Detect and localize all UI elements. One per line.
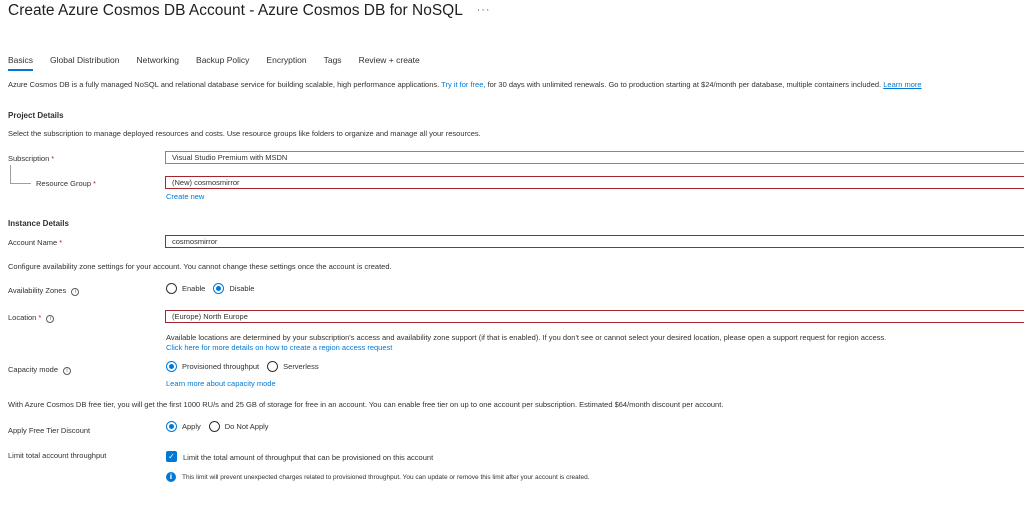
location-label xyxy=(8,313,54,323)
free-tier-description: With Azure Cosmos DB free tier, you will get the first 1000 RU/s and 25 GB of storage for free in an account. You can enable free tier on up to one account per subscription. Estimated $64/month discount per account. xyxy=(8,400,724,409)
info-icon: i xyxy=(166,472,176,482)
radio-button-selected[interactable] xyxy=(213,283,224,294)
radio-button-selected[interactable] xyxy=(166,421,177,432)
required-marker: * xyxy=(59,238,63,247)
required-marker: * xyxy=(51,154,55,163)
location-label-text: Location xyxy=(8,313,37,322)
radio-button-selected[interactable] xyxy=(166,361,177,372)
az-disable-label: Disable xyxy=(229,284,255,293)
serverless-label: Serverless xyxy=(283,362,319,371)
account-name-label xyxy=(8,238,62,247)
required-marker: * xyxy=(38,313,42,322)
tab-encryption[interactable]: Encryption xyxy=(266,55,307,65)
page-title xyxy=(8,2,491,20)
tab-global-distribution[interactable]: Global Distribution xyxy=(50,55,120,65)
serverless-option[interactable] xyxy=(267,361,318,372)
subscription-dropdown[interactable]: Visual Studio Premium with MSDN xyxy=(165,151,1024,164)
intro-text xyxy=(8,80,922,89)
ellipsis-icon[interactable]: ··· xyxy=(476,4,491,16)
intro-text-2: for 30 days with unlimited renewals. Go to production starting at $24/month per database, multiple containers included. xyxy=(487,80,882,89)
tab-basics[interactable]: Basics xyxy=(8,55,33,71)
az-description: Configure availability zone settings for your account. You cannot change these settings once the account is created. xyxy=(8,262,392,271)
location-note: Available locations are determined by your subscription's access and availability zone support (if that is enabled). If you don't see or cannot select your desired location, please open a support request for region access. xyxy=(166,333,887,342)
tab-backup-policy[interactable]: Backup Policy xyxy=(196,55,250,65)
project-details-heading: Project Details xyxy=(8,111,64,120)
required-marker: * xyxy=(93,179,96,188)
availability-zones-label-text: Availability Zones xyxy=(8,286,67,295)
tab-tags[interactable]: Tags xyxy=(323,55,342,65)
capacity-mode-label-text: Capacity mode xyxy=(8,365,59,374)
availability-zones-radio-group xyxy=(166,283,262,294)
info-icon[interactable]: i xyxy=(71,288,79,296)
region-access-link[interactable]: Click here for more details on how to create a region access request xyxy=(166,343,393,352)
radio-button[interactable] xyxy=(166,283,177,294)
az-disable-option[interactable] xyxy=(213,283,254,294)
limit-throughput-checkbox[interactable]: ✓ xyxy=(166,451,177,462)
tab-review-create[interactable]: Review + create xyxy=(358,55,420,65)
apply-option[interactable] xyxy=(166,421,201,432)
capacity-mode-link[interactable]: Learn more about capacity mode xyxy=(166,379,276,388)
throughput-info-text: This limit will prevent unexpected charges related to provisioned throughput. You can update or remove this limit after your account is created. xyxy=(182,474,590,481)
availability-zones-label xyxy=(8,286,79,296)
account-name-label-text: Account Name xyxy=(8,238,58,247)
free-tier-radio-group xyxy=(166,421,277,432)
az-enable-option[interactable] xyxy=(166,283,205,294)
learn-more-link[interactable]: Learn more xyxy=(883,80,922,89)
capacity-mode-label xyxy=(8,365,71,375)
info-icon[interactable]: i xyxy=(63,367,71,375)
apply-label: Apply xyxy=(182,422,201,431)
resource-group-label xyxy=(36,179,96,188)
free-tier-label: Apply Free Tier Discount xyxy=(8,426,91,435)
info-icon[interactable]: i xyxy=(46,315,54,323)
subscription-label-text: Subscription xyxy=(8,154,50,163)
provisioned-throughput-label: Provisioned throughput xyxy=(182,362,260,371)
tab-networking[interactable]: Networking xyxy=(136,55,180,65)
subscription-label xyxy=(8,154,54,163)
throughput-limit-label: Limit total account throughput xyxy=(8,451,107,460)
create-new-link[interactable]: Create new xyxy=(166,192,205,201)
do-not-apply-label: Do Not Apply xyxy=(224,422,269,431)
resource-group-label-text: Resource Group xyxy=(36,179,92,188)
tab-bar xyxy=(8,55,437,75)
az-enable-label: Enable xyxy=(182,284,206,293)
capacity-mode-radio-group xyxy=(166,361,327,372)
provisioned-throughput-option[interactable] xyxy=(166,361,259,372)
tree-connector xyxy=(10,165,31,184)
do-not-apply-option[interactable] xyxy=(209,421,269,432)
instance-details-heading: Instance Details xyxy=(8,219,69,228)
location-dropdown[interactable]: (Europe) North Europe xyxy=(165,310,1024,323)
intro-text-1: Azure Cosmos DB is a fully managed NoSQL and relational database service for building scalable, high performance applications. xyxy=(8,80,440,89)
account-name-input[interactable]: cosmosmirror xyxy=(165,235,1024,248)
radio-button[interactable] xyxy=(209,421,220,432)
radio-button[interactable] xyxy=(267,361,278,372)
try-free-link[interactable]: Try it for free, xyxy=(441,80,486,89)
limit-throughput-checkbox-label: Limit the total amount of throughput that can be provisioned on this account xyxy=(183,453,434,462)
resource-group-dropdown[interactable]: (New) cosmosmirror xyxy=(165,176,1024,189)
page-title-text: Create Azure Cosmos DB Account - Azure Cosmos DB for NoSQL xyxy=(8,2,463,19)
project-details-description: Select the subscription to manage deployed resources and costs. Use resource groups like folders to organize and manage all your resources. xyxy=(8,129,481,138)
